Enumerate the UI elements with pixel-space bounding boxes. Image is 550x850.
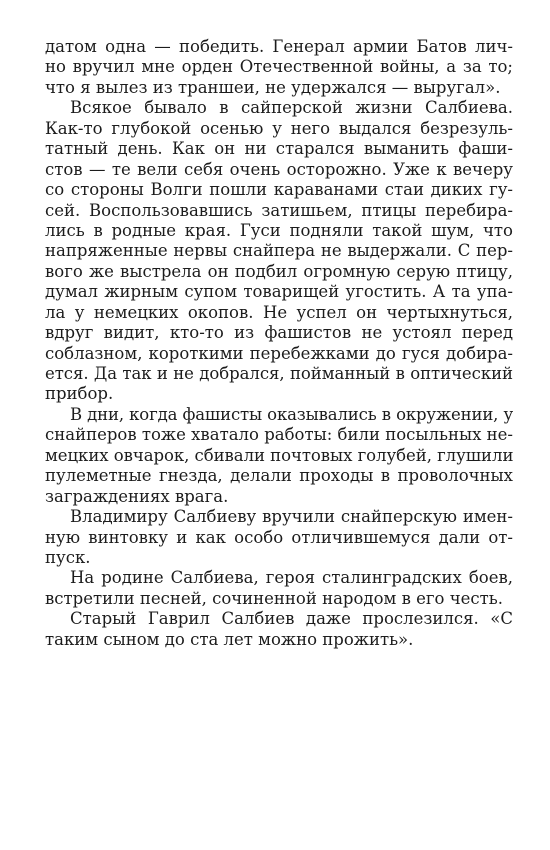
paragraph [45,507,513,568]
text-line: напряженные нервы снайпера не выдержали. С пер- [45,241,513,261]
text-line: прибор. [45,384,114,404]
paragraph [45,98,513,405]
text-line: думал жирным супом товарищей угостить. А та упа- [45,282,513,302]
text-line: ную винтовку и как особо отличившемуся дали от- [45,527,513,547]
text-line: датом одна — победить. Генерал армии Батов лич- [45,37,513,56]
text-line: пулеметные гнезда, делали проходы в проволочных [45,466,513,486]
text-line: Владимиру Салбиеву вручили снайперскую имен- [70,507,513,527]
text-line: Всякое бывало в сайперской жизни Салбиева. [70,98,513,118]
text-line: мецких овчарок, сбивали почтовых голубей, глушили [45,445,513,465]
text-line: встретили песней, сочиненной народом в его честь. [45,588,503,608]
paragraph [45,37,513,98]
text-line: что я вылез из траншеи, не удержался — выругал». [45,77,501,97]
text-line: но вручил мне орден Отечественной войны, а за то; [45,57,513,77]
text-line: ется. Да так и не добрался, пойманный в оптический [45,364,513,383]
text-line: В дни, когда фашисты оказывались в окружении, у [70,404,513,424]
text-line: лись в родные края. Гуси подняли такой шум, что [45,220,513,240]
text-line: вого же выстрела он подбил огромную серую птицу, [45,261,513,281]
page-body-text [45,37,513,650]
text-line: со стороны Волги пошли караванами стаи диких гу- [45,180,513,200]
text-line: снайперов тоже хватало работы: били посыльных не- [45,425,513,445]
text-line: На родине Салбиева, героя сталинградских боев, [70,568,513,588]
text-line: Как-то глубокой осенью у него выдался безрезуль- [45,118,513,138]
text-line: вдруг видит, кто-то из фашистов не устоял перед [45,323,513,343]
text-line: заграждениях врага. [45,486,229,506]
text-line: Старый Гаврил Салбиев даже прослезился. «С [70,609,513,629]
text-line: соблазном, короткими перебежками до гуся добира- [45,343,513,363]
text-line: сей. Воспользовавшись затишьем, птицы перебира- [45,200,513,220]
text-line: ла у немецких окопов. Не успел он чертыхнуться, [45,302,513,322]
text-line: татный день. Как он ни старался выманить фаши- [45,139,513,159]
text-line: таким сыном до ста лет можно прожить». [45,629,414,649]
paragraph [45,405,513,507]
text-line: стов — те вели себя очень осторожно. Уже к вечеру [45,159,513,179]
text-line: пуск. [45,547,91,567]
paragraph [45,609,513,650]
paragraph [45,568,513,609]
